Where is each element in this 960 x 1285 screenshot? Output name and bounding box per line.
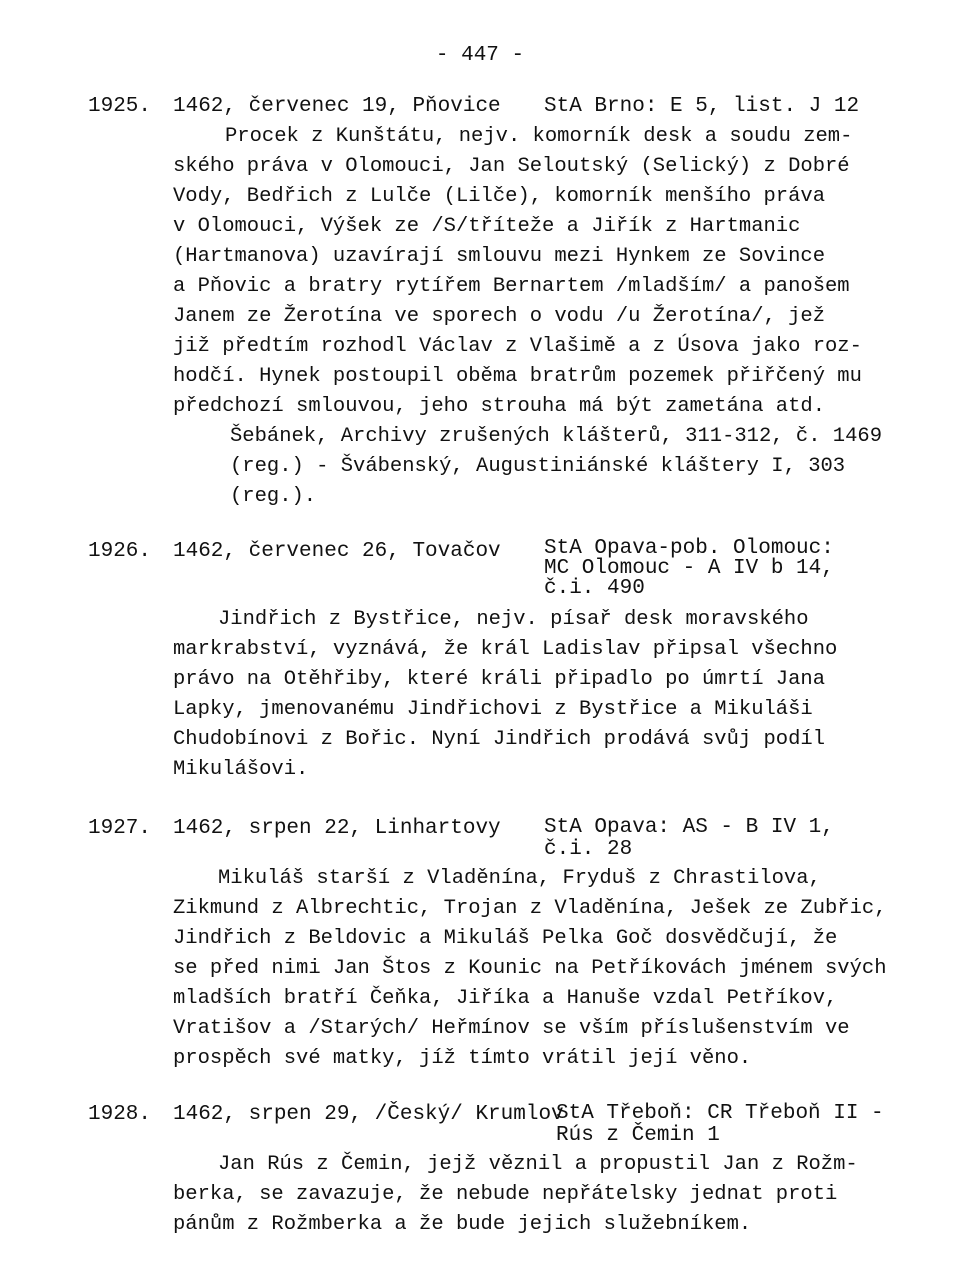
body-line: mladších bratří Čeňka, Jiříka a Hanuše vzdal Petříkov, <box>173 987 838 1010</box>
entry-number: 1926. <box>88 540 152 563</box>
entry-heading: 1462, srpen 22, Linhartovy <box>173 817 501 840</box>
body-line: (Hartmanova) uzavírají smlouvu mezi Hynkem ze Sovince <box>173 245 826 268</box>
body-line: se před nimi Jan Štos z Kounic na Petříkovách jménem svých <box>173 957 887 980</box>
body-line: pánům z Rožmberka a že bude jejich služebníkem. <box>173 1213 752 1236</box>
archive-reference: Rús z Čemin 1 <box>556 1124 720 1147</box>
body-line: Jindřich z Beldovic a Mikuláš Pelka Goč dosvědčují, že <box>173 927 838 950</box>
body-line: Vratišov a /Starých/ Heřmínov se vším příslušenstvím ve <box>173 1017 850 1040</box>
literature-reference: (reg.). <box>230 485 317 508</box>
body-line: Jindřich z Bystřice, nejv. písař desk moravského <box>218 608 809 631</box>
body-line: předchozí smlouvou, jeho strouha má být zametána atd. <box>173 395 826 418</box>
entry-number: 1927. <box>88 817 152 840</box>
body-line: ského práva v Olomouci, Jan Seloutský (Selický) z Dobré <box>173 155 850 178</box>
entry-number: 1925. <box>88 95 152 118</box>
body-line: berka, se zavazuje, že nebude nepřátelsky jednat proti <box>173 1183 838 1206</box>
body-line: Lapky, jmenovanému Jindřichovi z Bystřice a Mikuláši <box>173 698 813 721</box>
archive-reference: StA Opava: AS - B IV 1, <box>544 816 834 839</box>
body-line: v Olomouci, Výšek ze /S/tříteže a Jiřík z Hartmanic <box>173 215 801 238</box>
entry-number: 1928. <box>88 1103 152 1126</box>
archive-reference: StA Opava-pob. Olomouc: <box>544 537 834 560</box>
body-line: Chudobínovi z Bořic. Nyní Jindřich prodává svůj podíl <box>173 728 826 751</box>
body-line: Mikulášovi. <box>173 758 309 781</box>
body-line: již předtím rozhodl Václav z Vlašimě a z Úsova jako roz- <box>173 335 862 358</box>
archive-reference: StA Třeboň: CR Třeboň II - <box>556 1102 884 1125</box>
archive-reference: MC Olomouc - A IV b 14, <box>544 557 834 580</box>
archive-reference: StA Brno: E 5, list. J 12 <box>544 95 860 118</box>
body-line: Procek z Kunštátu, nejv. komorník desk a soudu zem- <box>225 125 853 148</box>
literature-reference: Šebánek, Archivy zrušených klášterů, 311-312, č. 1469 <box>230 425 883 448</box>
entry-heading: 1462, srpen 29, /Český/ Krumlov <box>173 1103 564 1126</box>
literature-reference: (reg.) - Švábenský, Augustiniánské kláštery I, 303 <box>230 455 846 478</box>
archive-reference: č.i. 490 <box>544 577 645 600</box>
body-line: hodčí. Hynek postoupil oběma bratrům pozemek přiřčený mu <box>173 365 862 388</box>
body-line: Vody, Bedřich z Lulče (Lilče), komorník menšího práva <box>173 185 826 208</box>
body-line: a Pňovic a bratry rytířem Bernartem /mladším/ a panošem <box>173 275 850 298</box>
archive-reference: č.i. 28 <box>544 838 633 861</box>
body-line: právo na Otěhřiby, které králi připadlo po úmrtí Jana <box>173 668 826 691</box>
body-line: Mikuláš starší z Vladěnína, Fryduš z Chrastilova, <box>218 867 821 890</box>
entry-heading: 1462, červenec 26, Tovačov <box>173 540 501 563</box>
body-line: prospěch své matky, jíž tímto vrátil její věno. <box>173 1047 752 1070</box>
page-number: - 447 - <box>435 44 525 67</box>
body-line: Janem ze Žerotína ve sporech o vodu /u Žerotína/, jež <box>173 305 826 328</box>
body-line: Jan Rús z Čemin, jejž věznil a propustil Jan z Rožm- <box>218 1153 858 1176</box>
entry-heading: 1462, červenec 19, Pňovice <box>173 95 501 118</box>
body-line: Zikmund z Albrechtic, Trojan z Vladěnína, Ješek ze Zubřic, <box>173 897 887 920</box>
body-line: markrabství, vyznává, že král Ladislav připsal všechno <box>173 638 838 661</box>
